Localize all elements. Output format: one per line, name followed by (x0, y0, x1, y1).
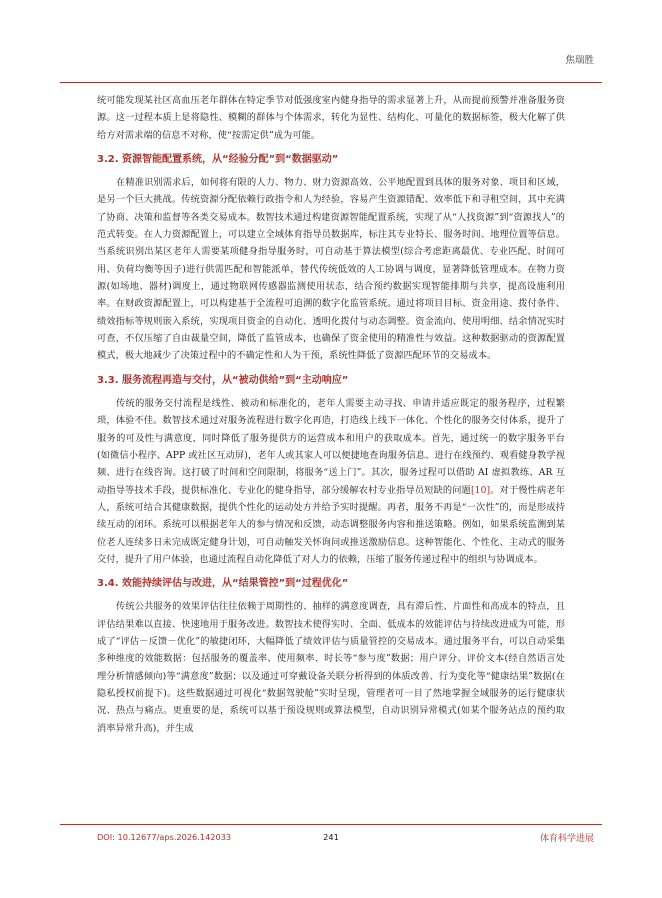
paragraph-text-part: 。对于慢性病老年人，系统可结合其健康数据，提供个性化的运动处方并给予实时提醒。再者，服务不再是“一次性”的，而是形成持续互动的闭环。系统可以根据老年人的参与情况和反馈，动态调整服务内容和推送策略。例如，如果系统监测到某位老人连续多日未完成既定健身计划，可自动触发关怀询问或推送激励信息。这种智能化、个性化、主动式的服务交付，提升了用户体验，也通过流程自动化降低了对人力的依赖，压缩了服务传递过程中的组织与协调成本。 (97, 484, 565, 565)
paragraph-resource-allocation: 在精准识别需求后，如何将有限的人力、物力、财力资源高效、公平地配置到具体的服务对象、项目和区域，是另一个巨大挑战。传统资源分配依赖行政指令和人为经验，容易产生资源错配、效率低下和寻租空间，其中充满了协商、决策和监督等各类交易成本。数智技术通过构建资源智能配置系统，实现了从“人找资源”到“资源找人”的范式转变。在人力资源配置上，可以建立全域体育指导员数据库，标注其专业特长、服务时间、地理位置等信息。当系统识别出某区老年人需要某项健身指导服务时，可自动基于算法模型(综合考虑距离最优、专业匹配、时间可用、负荷均衡等因子)进行供需匹配和智能派单，替代传统低效的人工协调与调度，显著降低管理成本。在物力资源(如场地、器材)调度上，通过物联网传感器监测使用状态，结合预约数据实现智能排期与共享，提高设施利用率。在财政资源配置上，可以构建基于全流程可追溯的数字化监管系统。通过将项目目标、资金用途、拨付条件、绩效指标等规则嵌入系统，实现项目资金的自动化、透明化拨付与动态调整。资金流向、使用明细、结余情况实时可查，不仅压缩了自由裁量空间，降低了监管成本，也确保了资金使用的精准性与效益。这种数据驱动的资源配置模式，极大地减少了决策过程中的不确定性和人为干预，系统性降低了资源匹配环节的交易成本。 (97, 177, 565, 362)
footer-doi[interactable]: DOI: 10.12677/aps.2026.142033 (97, 832, 232, 842)
paragraph-evaluation: 传统公共服务的效果评估往往依赖于周期性的、抽样的满意度调查，具有滞后性、片面性和高成本的特点，且评估结果难以直接、快速地用于服务改进。数智技术使得实时、全面、低成本的效能评估与持续改进成为可能，形成了“评估－反馈－优化”的敏捷闭环，大幅降低了绩效评估与质量管控的交易成本。通过服务平台，可以自动采集多种维度的效能数据：包括服务的覆盖率、使用频率、时长等“参与度”数据；用户评分、评价文本(经自然语言处理分析情感倾向)等“满意度”数据；以及通过可穿戴设备关联分析得到的体质改善、行为变化等“健康结果”数据(在隐私授权前提下)。这些数据通过可视化“数据驾驶舱”实时呈现，管理者可一目了然地掌握全域服务的运行健康状况、热点与痛点。更重要的是，系统可以基于预设规则或算法模型，自动识别异常模式(如某个服务站点的预约取消率异常升高)，并生成 (97, 601, 565, 734)
section-heading-3-4: 3.4. 效能持续评估与改进，从“结果管控”到“过程优化” (97, 578, 349, 590)
footer-journal-name: 体育科学进展 (539, 834, 594, 844)
section-heading-3-2: 3.2. 资源智能配置系统，从“经验分配”到“数据驱动” (97, 154, 339, 166)
section-heading-3-3: 3.3. 服务流程再造与交付，从“被动供给”到“主动响应” (97, 374, 349, 386)
paragraph-continued: 统可能发现某社区高血压老年群体在特定季节对低强度室内健身指导的需求显著上升，从而提前预警并准备服务资源。这一过程本质上是将隐性、模糊的群体与个体需求，转化为显性、结构化、可量化的数据标签，极大化解了供给方对需求端的信息不对称，使“按需定供”成为可能。 (97, 95, 565, 141)
running-header-author: 焦瑞胜 (565, 55, 594, 66)
paragraph-text-part: 传统的服务交付流程是线性、被动和标准化的，老年人需要主动寻找、申请并适应既定的服务程序，过程繁琐，体验不佳。数智技术通过对服务流程进行数字化再造，打造线上线下一体化、个性化的服务交付体系，提升了服务的可及性与满意度，同时降低了服务提供方的运营成本和用户的获取成本。首先，通过统一的数字服务平台(如微信小程序、APP 或社区互动屏)，老年人或其家人可以便捷地查询服务信息、进行在线预约、观看健身教学视频、进行在线咨询。这打破了时间和空间限制，将服务“送上门”。其次，服务过程可以借助 AI 虚拟教练、AR 互动指导等技术手段，提供标准化、专业化的健身指导，部分缓解农村专业指导员短缺的问题 (97, 397, 565, 496)
page-number: 241 (323, 832, 339, 842)
page-body (97, 92, 565, 737)
paragraph-service-delivery (97, 395, 565, 568)
footer-rule (60, 824, 602, 825)
header-rule (60, 82, 602, 83)
citation-link[interactable]: [10] (470, 484, 491, 496)
